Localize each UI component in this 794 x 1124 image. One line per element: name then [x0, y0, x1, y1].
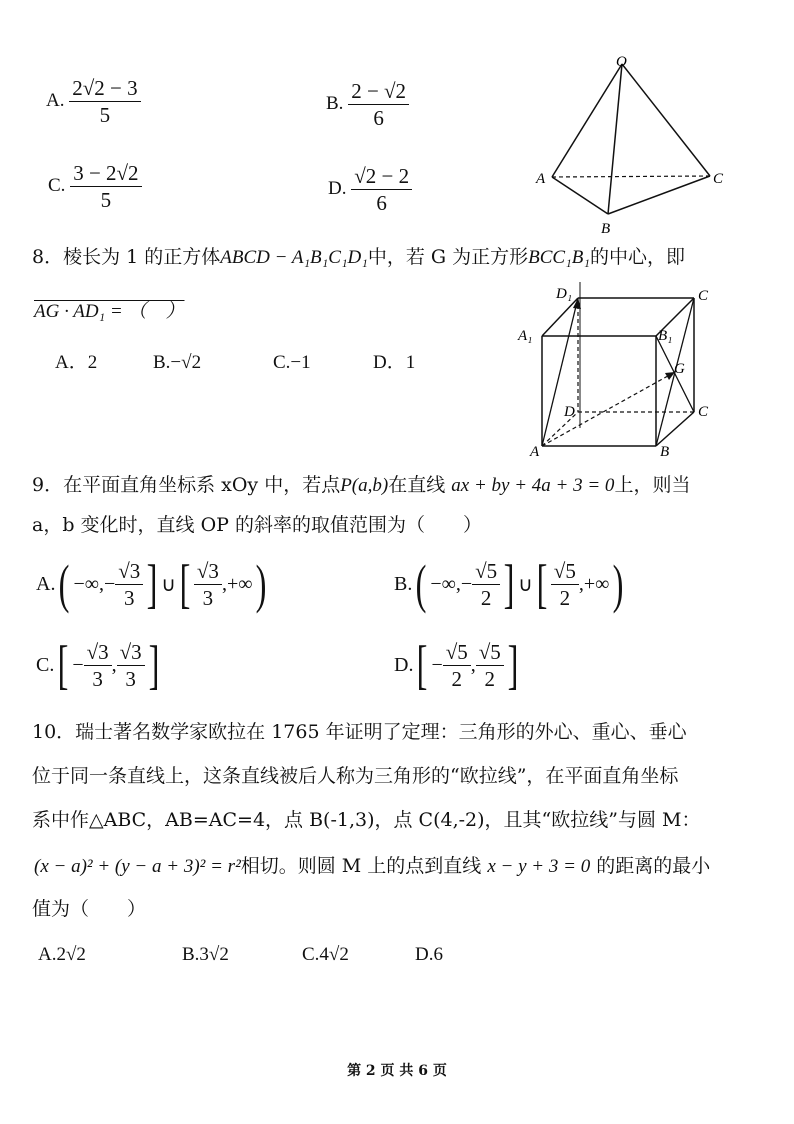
- q9-option-b: B. ( −∞, − $\frac{√5}{2}$ ] ∪ [ $\frac{√5}{2}$ ,+∞ ): [394, 554, 624, 614]
- q7-option-d: D. $\frac{√2 - 2}{6}$: [328, 163, 412, 216]
- q7-option-c: C. $\frac{3 - 2√2}{5}$: [48, 160, 142, 213]
- q9-option-d: D. [ − $\frac{√5}{2}$ , $\frac{√5}{2}$ ]: [394, 635, 519, 695]
- q10-line1: 10．瑞士著名数学家欧拉在 1765 年证明了定理：三角形的外心、重心、垂心: [32, 721, 687, 743]
- q8-stem: 8．棱长为 1 的正方体ABCD − A₁B₁C₁D₁中，若 G 为正方形BCC₁B₁的中心，即: [32, 246, 685, 268]
- cube-label-a1: A₁: [518, 328, 533, 344]
- q7-option-a: A. $\frac{2√2 - 3}{5}$: [46, 75, 141, 128]
- cube-label-b1: B₁: [658, 328, 673, 344]
- q10-line3: 系中作△ABC，AB=AC=4，点 B(-1,3)，点 C(4,-2)，且其“欧拉线”与圆 M：: [32, 809, 701, 831]
- q10-option-d: D.6: [415, 944, 443, 965]
- q8-option-b: B.−√2: [153, 352, 202, 373]
- q8-option-d: D．1: [373, 352, 416, 373]
- page-footer: 第 2 页 共 6 页: [347, 1063, 447, 1079]
- q10-option-a: A.2√2: [38, 944, 86, 965]
- tetra-label-a: A: [536, 171, 546, 187]
- q10-line2: 位于同一条直线上，这条直线被后人称为三角形的“欧拉线”，在平面直角坐标: [32, 765, 679, 787]
- cube-label-c: C: [698, 404, 709, 420]
- cube-label-a: A: [530, 444, 540, 458]
- q8-option-c: C.−1: [273, 352, 311, 373]
- q10-line4: (x − a)² + (y − a + 3)² = r²相切。则圆 M 上的点到直线 x − y + 3 = 0 的距离的最小: [34, 855, 711, 877]
- q10-option-b: B.3√2: [182, 944, 229, 965]
- q7-option-b: B. $\frac{2 - √2}{6}$: [326, 78, 409, 131]
- tetra-label-o: O: [616, 54, 627, 70]
- cube-label-c1: C: [698, 288, 709, 304]
- q10-line5: 值为（ ）: [32, 898, 147, 920]
- q10-option-c: C.4√2: [302, 944, 349, 965]
- q9-option-a: A. ( −∞, − $\frac{√3}{3}$ ] ∪ [ $\frac{√3}{3}$ ,+∞ ): [36, 554, 267, 614]
- q9-option-c: C. [ − $\frac{√3}{3}$ , $\frac{√3}{3}$ ]: [36, 635, 160, 695]
- cube-label-b: B: [660, 444, 670, 458]
- cube-label-g: G: [674, 361, 685, 377]
- cube-figure: [510, 278, 722, 458]
- q8-option-a: A．2: [55, 352, 98, 373]
- q9-stem-line2: a，b 变化时，直线 OP 的斜率的取值范围为（ ）: [32, 514, 482, 536]
- tetra-label-b: B: [601, 221, 611, 237]
- q8-expression: AG · AD₁ = （ ）: [34, 301, 185, 322]
- tetra-label-c: C: [713, 171, 724, 187]
- tetrahedron-figure: [530, 50, 730, 240]
- cube-label-d1: D₁: [556, 286, 573, 302]
- cube-label-d: D: [564, 404, 575, 420]
- q9-stem-line1: 9．在平面直角坐标系 xOy 中，若点P(a,b)在直线 ax + by + 4a + 3 = 0上，则当: [32, 474, 691, 496]
